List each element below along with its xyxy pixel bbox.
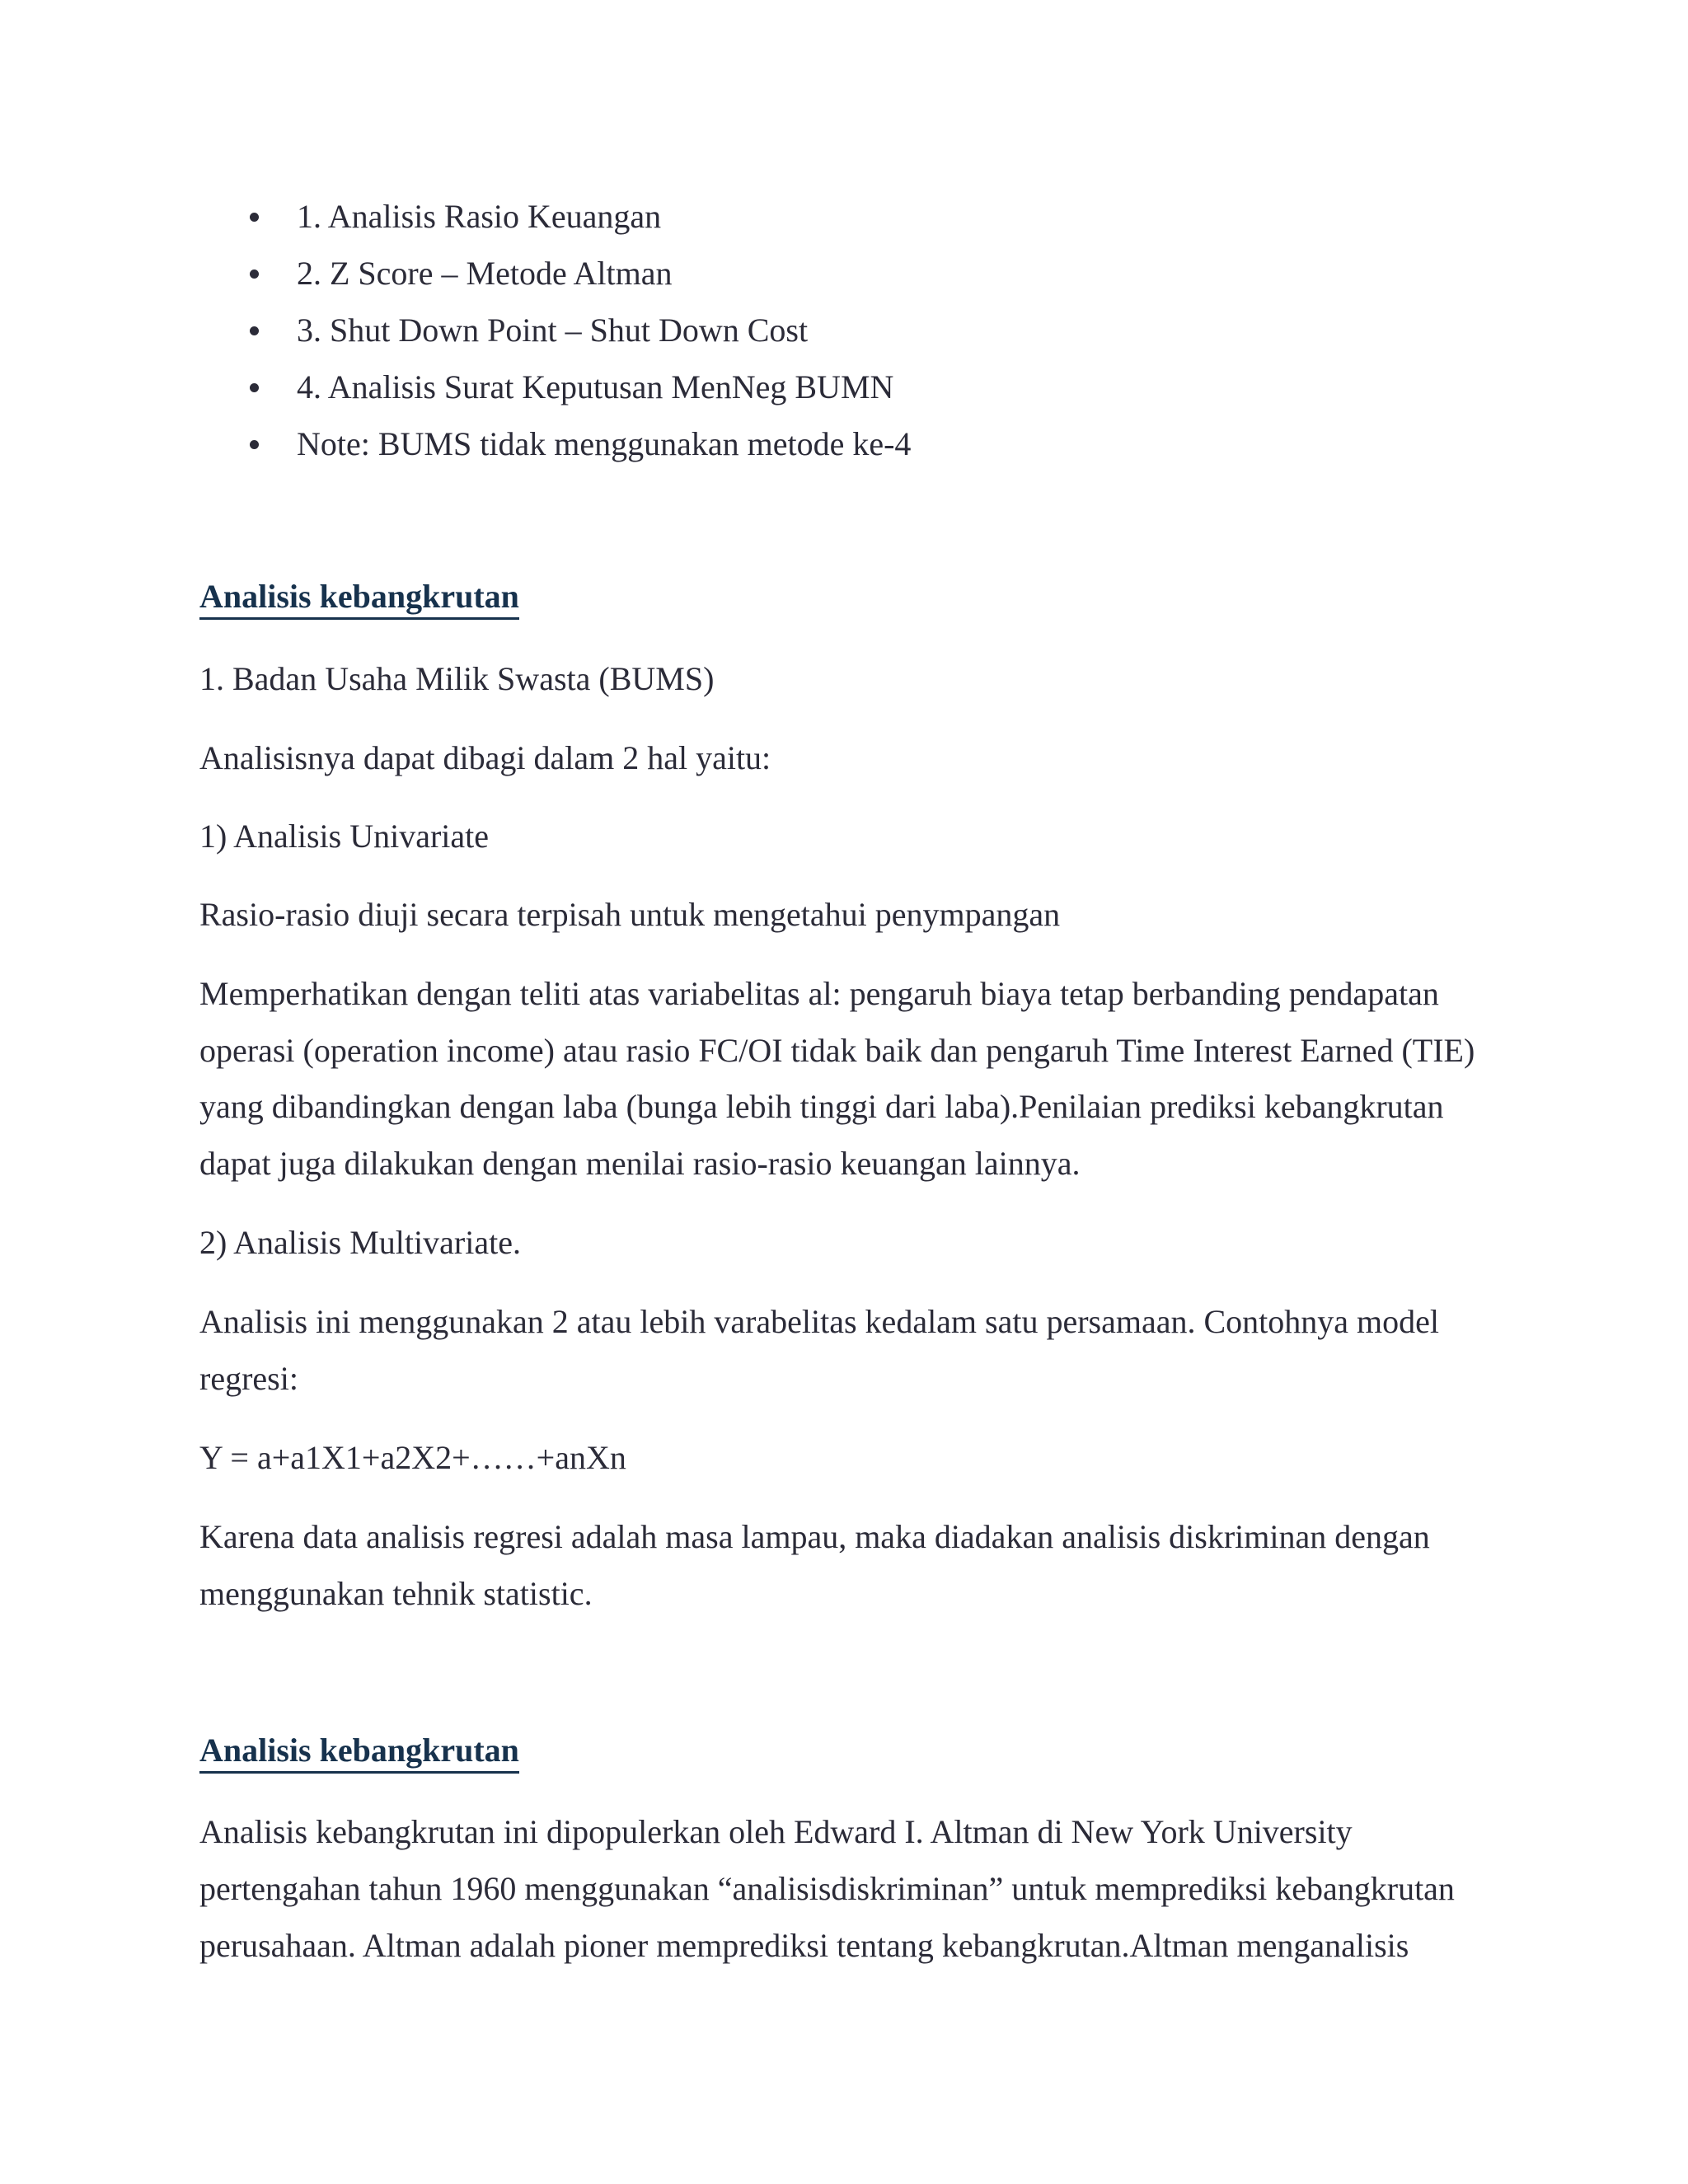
section-heading: Analisis kebangkrutan <box>199 577 519 620</box>
list-item-text: 1. Analisis Rasio Keuangan <box>297 198 662 235</box>
paragraph-line: pertengahan tahun 1960 menggunakan “analisisdiskriminan” untuk memprediksi kebangkrutan <box>199 1870 1455 1907</box>
list-item-text: 4. Analisis Surat Keputusan MenNeg BUMN <box>297 368 894 405</box>
bullet-icon <box>250 269 259 279</box>
formula-line: Y = a+a1X1+a2X2+……+anXn <box>199 1439 626 1476</box>
paragraph-line: menggunakan tehnik statistic. <box>199 1575 593 1612</box>
bullet-icon <box>250 326 259 335</box>
paragraph-line: Karena data analisis regresi adalah masa lampau, maka diadakan analisis diskriminan dengan <box>199 1518 1430 1555</box>
bullet-icon <box>250 383 259 392</box>
bullet-icon <box>250 213 259 222</box>
paragraph-line: dapat juga dilakukan dengan menilai rasio-rasio keuangan lainnya. <box>199 1145 1081 1182</box>
paragraph-line: perusahaan. Altman adalah pioner memprediksi tentang kebangkrutan.Altman menganalisis <box>199 1927 1409 1964</box>
paragraph-line: Memperhatikan dengan teliti atas variabelitas al: pengaruh biaya tetap berbanding pendapatan <box>199 975 1439 1012</box>
paragraph-line: Rasio-rasio diuji secara terpisah untuk mengetahui penympangan <box>199 896 1061 933</box>
paragraph-line: 2) Analisis Multivariate. <box>199 1224 521 1261</box>
bullet-icon <box>250 440 259 449</box>
paragraph-line: Analisisnya dapat dibagi dalam 2 hal yaitu: <box>199 739 771 776</box>
list-item-text: Note: BUMS tidak menggunakan metode ke-4 <box>297 425 912 462</box>
paragraph-line: regresi: <box>199 1360 298 1397</box>
section-heading: Analisis kebangkrutan <box>199 1731 519 1774</box>
list-item-text: 2. Z Score – Metode Altman <box>297 255 673 292</box>
paragraph-line: 1) Analisis Univariate <box>199 818 490 855</box>
paragraph-line: 1. Badan Usaha Milik Swasta (BUMS) <box>199 660 715 697</box>
paragraph-line: Analisis kebangkrutan ini dipopulerkan oleh Edward I. Altman di New York University <box>199 1813 1353 1850</box>
paragraph-line: operasi (operation income) atau rasio FC/OI tidak baik dan pengaruh Time Interest Earned (TIE) <box>199 1032 1475 1069</box>
paragraph-line: yang dibandingkan dengan laba (bunga lebih tinggi dari laba).Penilaian prediksi kebangkrutan <box>199 1088 1444 1125</box>
paragraph-line: Analisis ini menggunakan 2 atau lebih varabelitas kedalam satu persamaan. Contohnya model <box>199 1303 1440 1340</box>
list-item-text: 3. Shut Down Point – Shut Down Cost <box>297 312 809 349</box>
